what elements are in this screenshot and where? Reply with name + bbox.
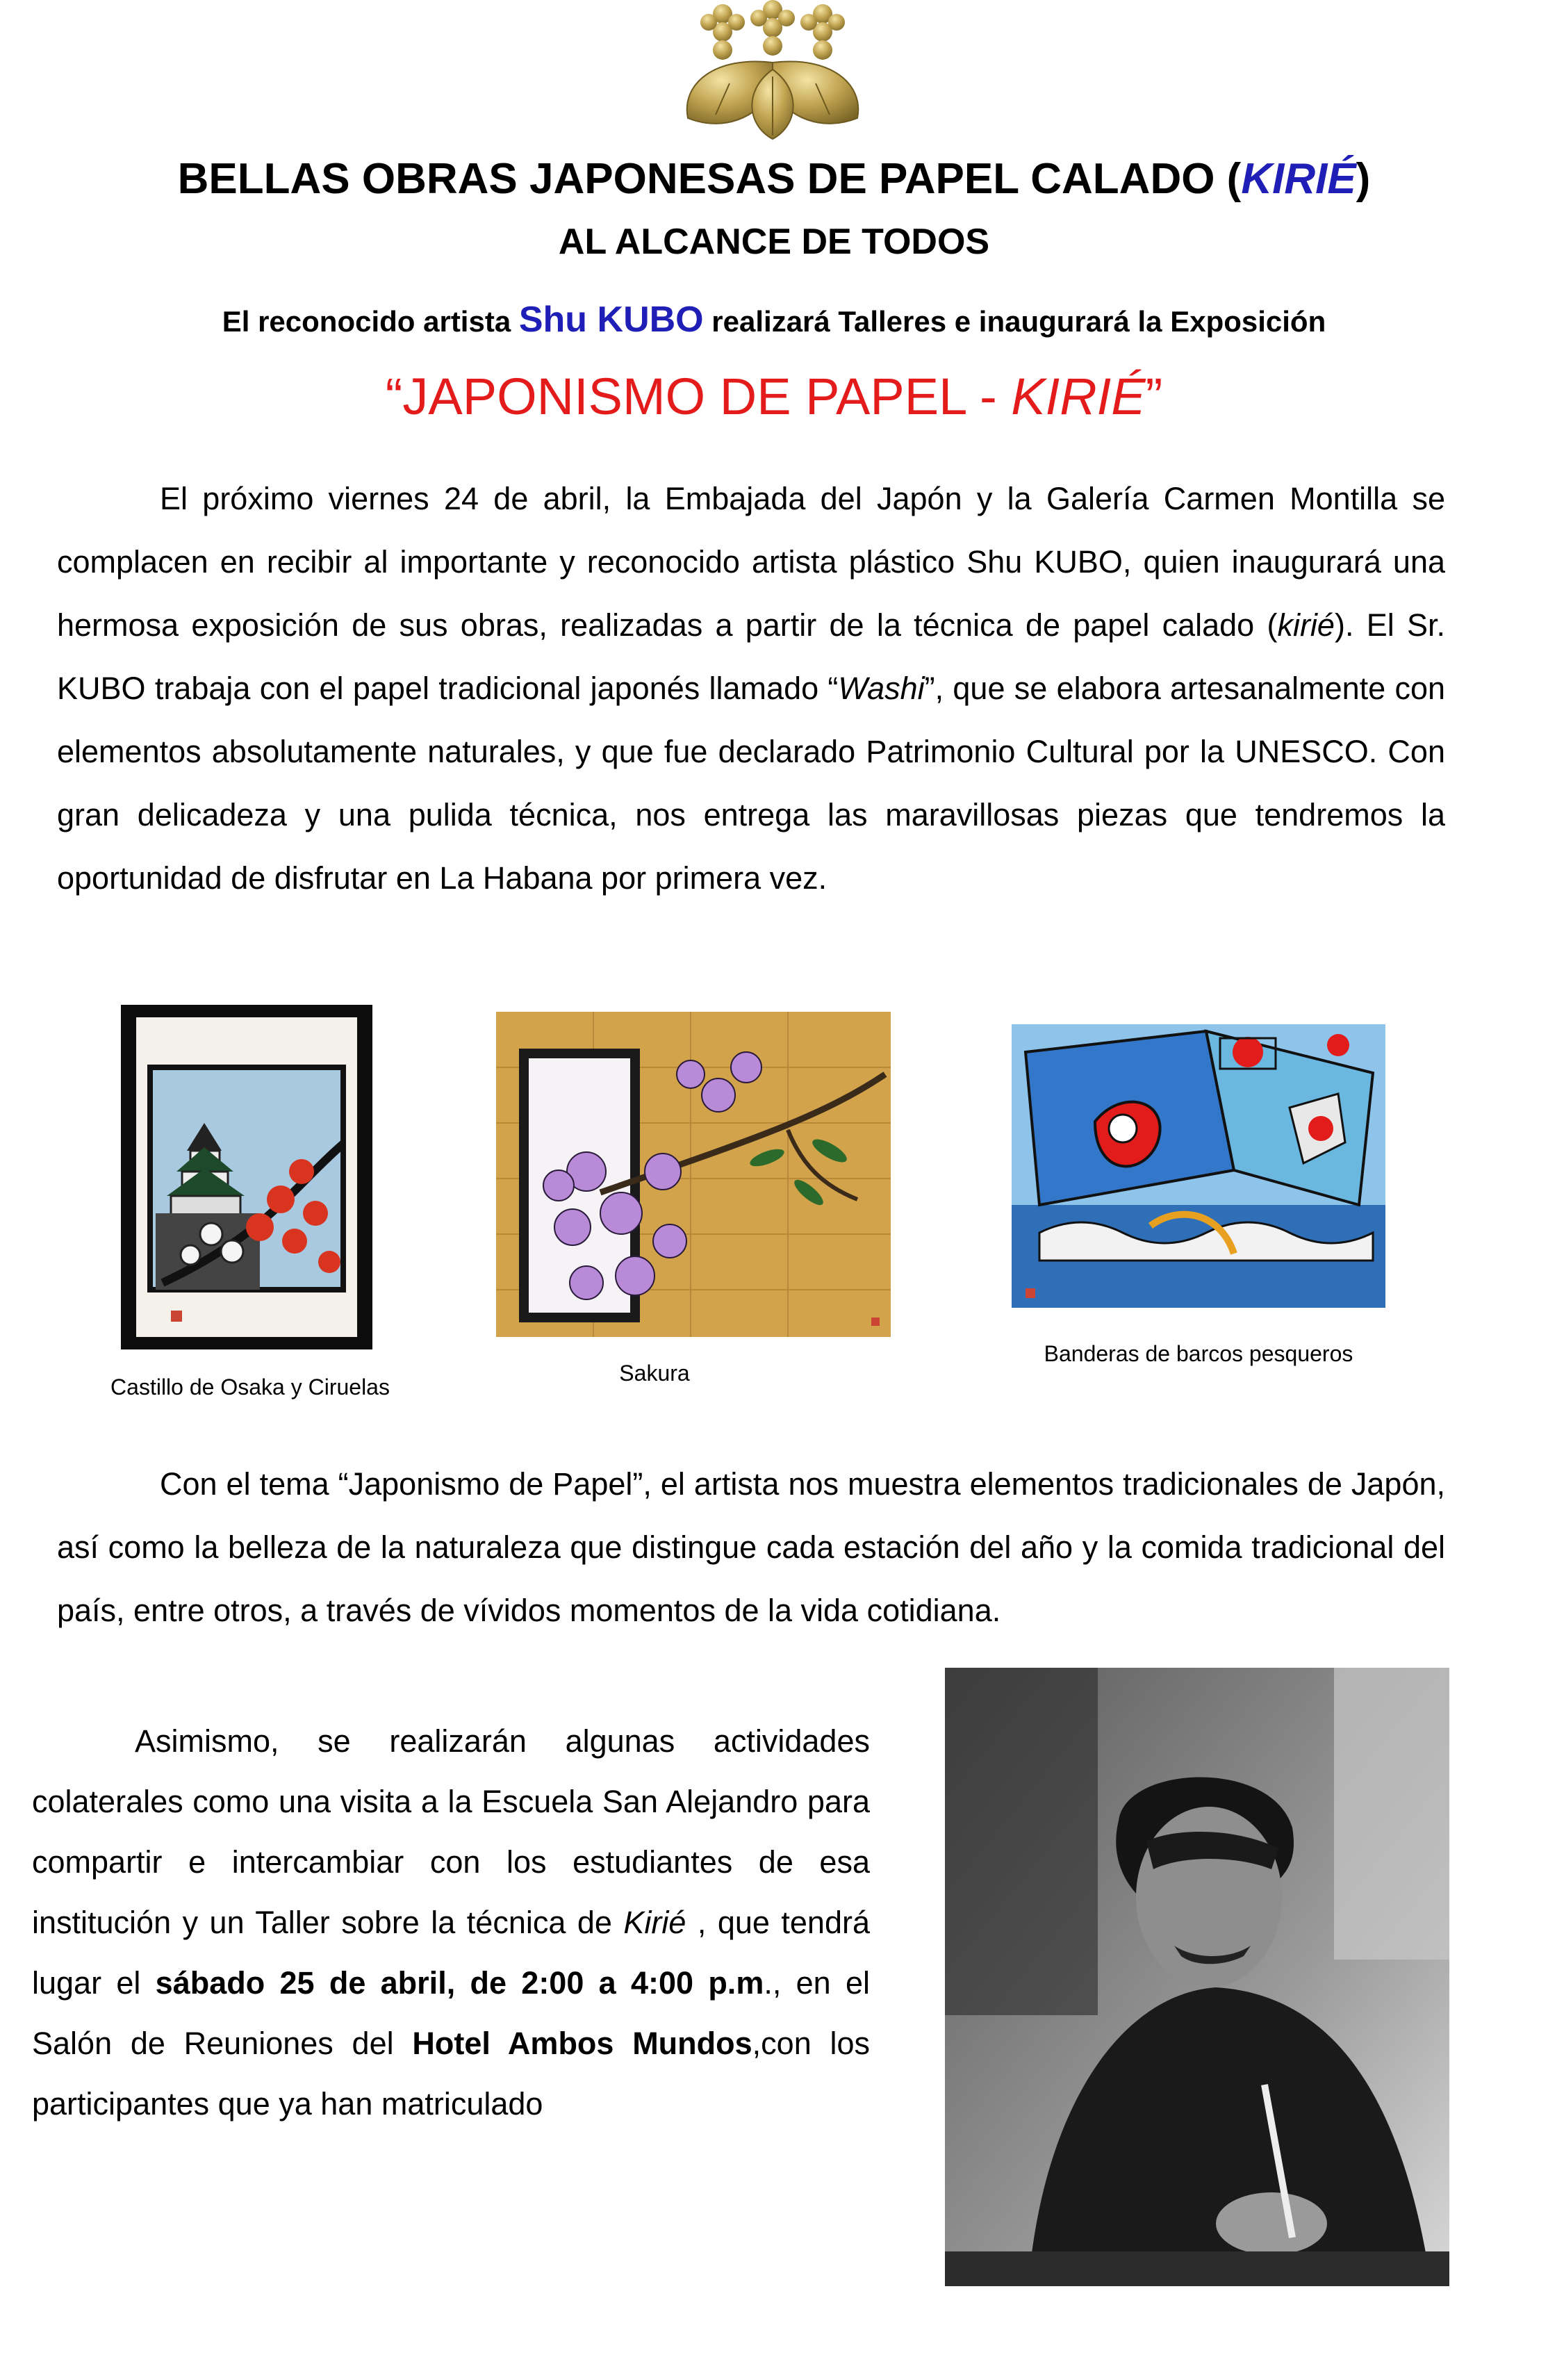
intro-paragraph: El próximo viernes 24 de abril, la Embajada del Japón y la Galería Carmen Montilla se complacen en recibir al importante y reconocido artista plástico Shu KUBO, quien inaugurará una hermosa exposición de sus obras, realizadas a partir de la técnica de papel calado (kirié). El Sr. KUBO trabaja con el papel tradicional japonés llamado “Washi”, que se elabora artesanalmente con elementos absolutamente naturales, y que fue declarado Patrimonio Cultural por la UNESCO. Con gran delicadeza y una pulida técnica, nos entrega las maravillosas piezas que tendremos la oportunidad de disfrutar en La Habana por primera vez. [57,481,1445,896]
theme-paragraph: Con el tema “Japonismo de Papel”, el artista nos muestra elementos tradicionales de Japón, así como la belleza de la naturaleza que distingue cada estación del año y la comida tradicional del país, entre otros, a través de vívidos momentos de la vida cotidiana. [57,1466,1445,1628]
exhibition-title: “JAPONISMO DE PAPEL - KIRIÉ” [385,368,1163,425]
artist-announcement: El reconocido artista Shu KUBO realizará Talleres e inaugurará la Exposición [222,299,1326,340]
caption-osaka: Castillo de Osaka y Ciruelas [110,1374,390,1400]
artwork-sakura-image [496,1012,891,1337]
caption-sakura: Sakura [619,1361,690,1386]
artist-name: Shu KUBO [518,299,704,340]
activities-paragraph: Asimismo, se realizarán algunas actividades colaterales como una visita a la Escuela San Alejandro para compartir e intercambiar con los estudiantes de esa institución y un Taller sobre la técnica de Kirié , que tendrá lugar el sábado 25 de abril, de 2:00 a 4:00 p.m., en el Salón de Reuniones del Hotel Ambos Mundos,con los participantes que ya han matriculado [32,1723,871,2122]
document-subtitle: AL ALCANCE DE TODOS [558,222,990,262]
paulownia-crest-icon [674,0,872,142]
artist-photo-image [945,1668,1449,2286]
artwork-osaka-castle-image [121,1005,372,1349]
document-title: BELLAS OBRAS JAPONESAS DE PAPEL CALADO (KIRIÉ) [177,155,1371,203]
artwork-fishing-flags-image [1012,1024,1385,1308]
title-kirie: KIRIÉ [1241,155,1356,203]
caption-fishing-flags: Banderas de barcos pesqueros [1044,1341,1353,1366]
